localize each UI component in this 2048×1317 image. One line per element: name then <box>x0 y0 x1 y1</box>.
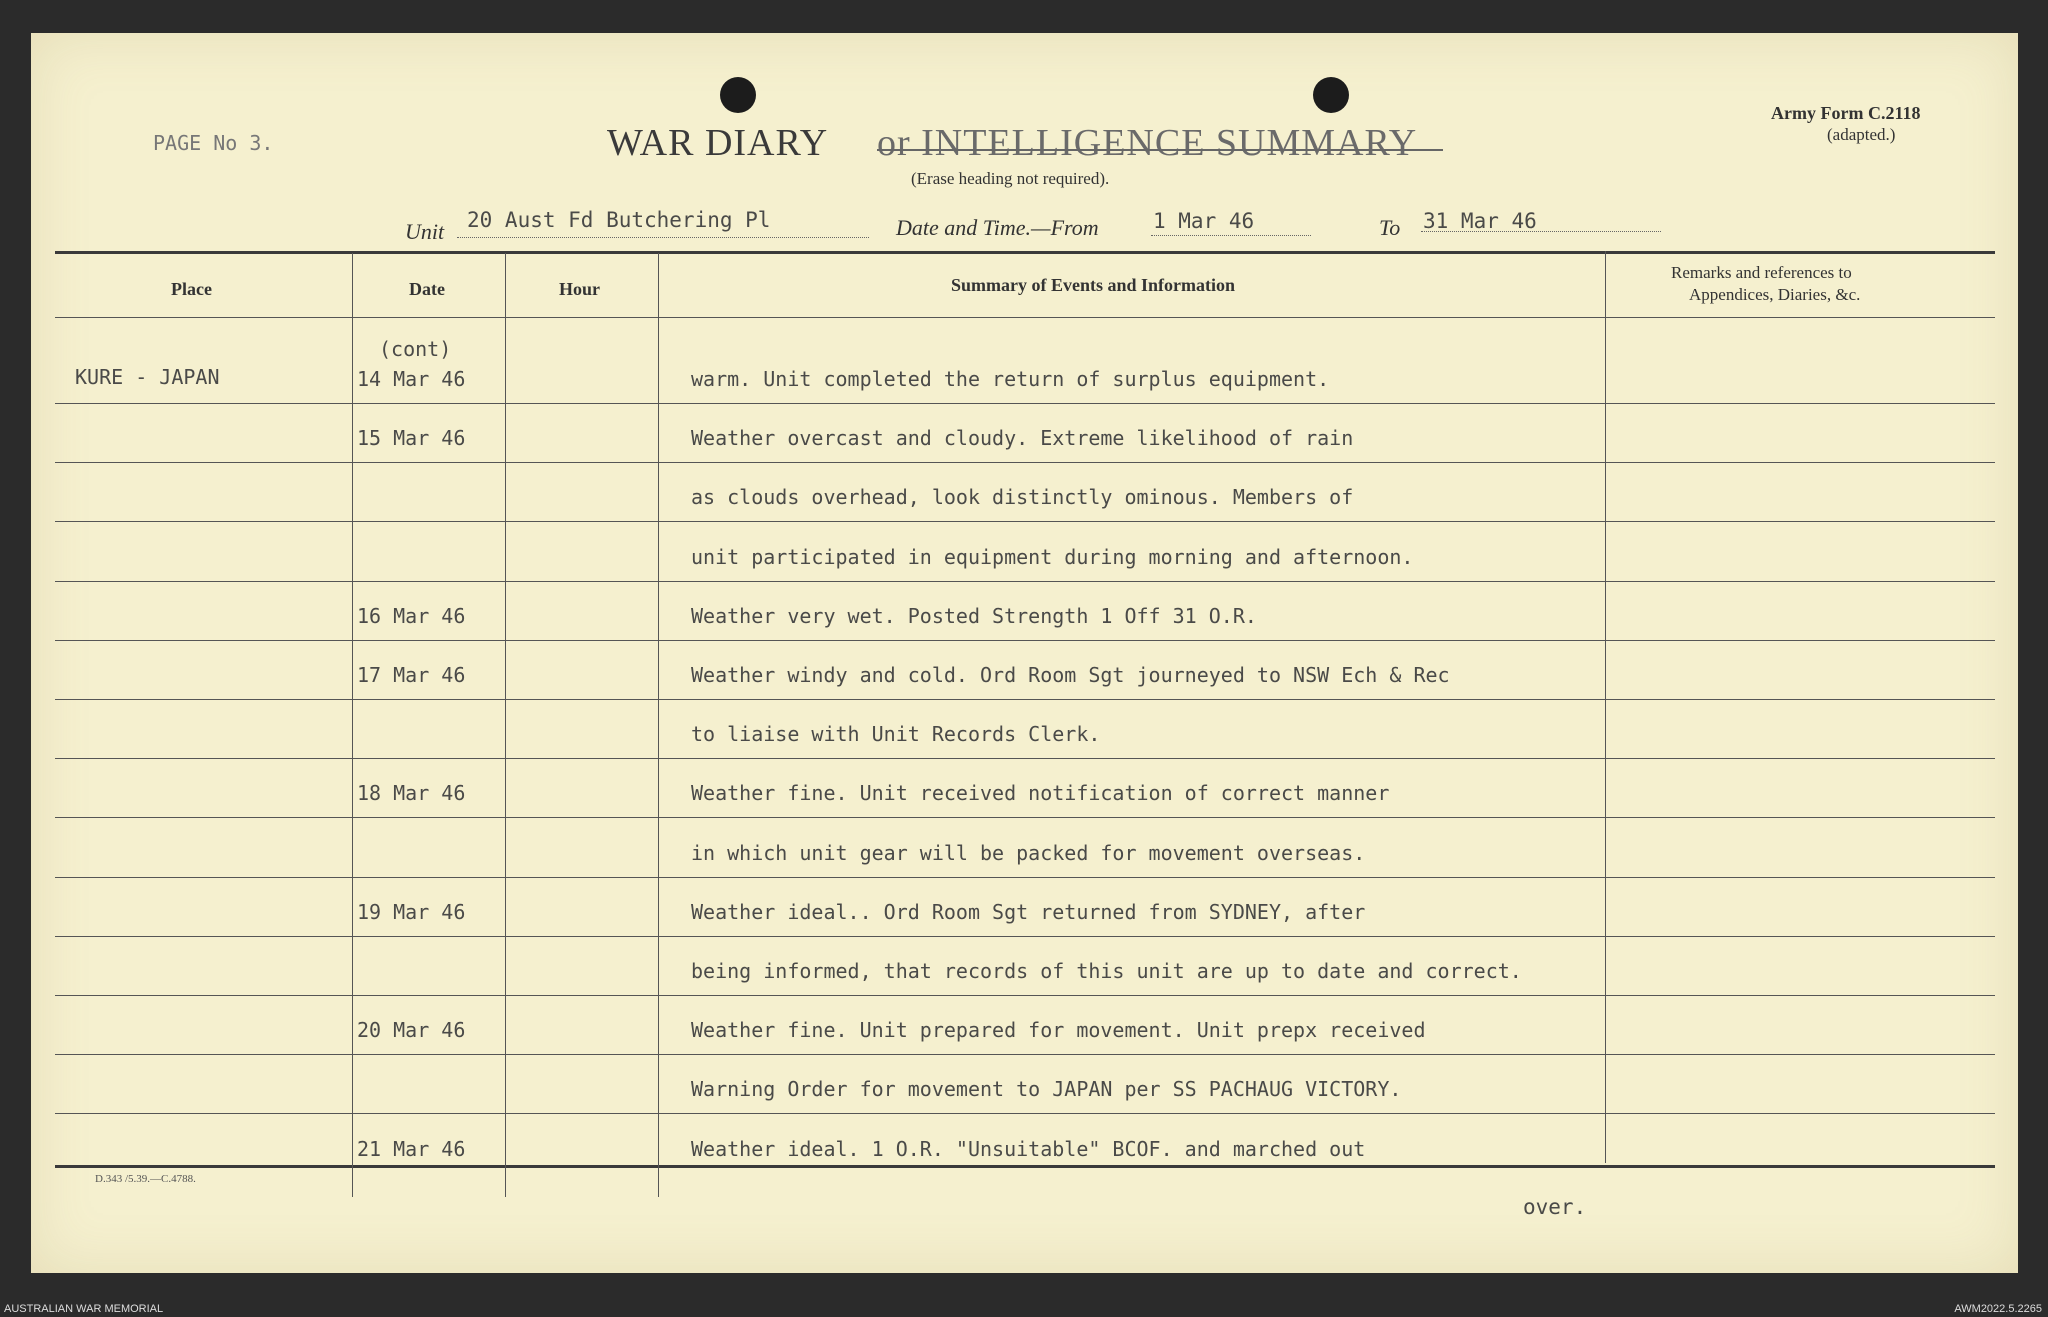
divider-date-hour <box>505 253 506 1197</box>
row-rule <box>55 640 1995 641</box>
unit-value: 20 Aust Fd Butchering Pl <box>467 208 771 232</box>
title-struck: or INTELLIGENCE SUMMARY <box>877 122 1418 164</box>
archive-reference: AWM2022.5.2265 <box>1954 1303 2042 1315</box>
row-place: KURE - JAPAN <box>75 365 220 389</box>
army-form: Army Form C.2118 <box>1771 103 1921 123</box>
col-hour: Hour <box>559 279 601 299</box>
row-rule <box>55 699 1995 700</box>
row-text: Weather windy and cold. Ord Room Sgt journeyed to NSW Ech & Rec <box>691 663 1450 687</box>
row-text: in which unit gear will be packed for movement overseas. <box>691 840 1366 865</box>
row-text: Weather ideal.. Ord Room Sgt returned from SYDNEY, after <box>691 899 1366 924</box>
row-text: Weather ideal. 1 O.R. "Unsuitable" BCOF. and marched out <box>691 1136 1366 1161</box>
col-place: Place <box>171 279 212 299</box>
row-rule <box>55 403 1995 404</box>
print-code: D.343 /5.39.—C.4788. <box>95 1173 196 1185</box>
title-war-diary: WAR DIARY <box>607 122 829 164</box>
row-rule <box>55 936 1995 937</box>
divider-summary-remarks <box>1605 251 1606 1163</box>
unit-dotted-line <box>457 237 869 238</box>
row-text: to liaise with Unit Records Clerk. <box>691 722 1101 747</box>
row-date: 20 Mar 46 <box>357 1018 466 1043</box>
title-strike-line <box>877 149 1443 151</box>
unit-label: Unit <box>405 219 445 244</box>
date-time-label: Date and Time.—From <box>896 215 1099 240</box>
punch-hole-right <box>1313 77 1349 113</box>
to-value: 31 Mar 46 <box>1423 209 1537 233</box>
table-top-rule <box>55 251 1995 254</box>
row-rule <box>55 1054 1995 1055</box>
archive-footer <box>0 1303 2048 1317</box>
row-rule <box>55 758 1995 759</box>
row-date-note: (cont) <box>379 337 452 361</box>
divider-place-date <box>352 253 353 1197</box>
divider-hour-summary <box>658 253 659 1197</box>
row-rule <box>55 462 1995 463</box>
row-date: 18 Mar 46 <box>357 781 466 806</box>
row-date: 19 Mar 46 <box>357 899 466 924</box>
row-date: 14 Mar 46 <box>357 367 466 391</box>
army-form-adapted: (adapted.) <box>1827 125 1896 144</box>
col-remarks-1: Remarks and references to <box>1671 263 1852 282</box>
row-text: Weather overcast and cloudy. Extreme likelihood of rain <box>691 426 1354 451</box>
punch-hole-left <box>720 77 756 113</box>
row-date: 21 Mar 46 <box>357 1136 466 1161</box>
row-date: 16 Mar 46 <box>357 603 466 628</box>
over-note: over. <box>1523 1195 1587 1219</box>
page-number: PAGE No 3. <box>153 131 274 155</box>
row-text: as clouds overhead, look distinctly ominous. Members of <box>691 485 1354 510</box>
row-text: Warning Order for movement to JAPAN per SS PACHAUG VICTORY. <box>691 1077 1402 1102</box>
row-text: warm. Unit completed the return of surplus equipment. <box>691 367 1330 391</box>
row-rule <box>55 877 1995 878</box>
diary-page <box>31 33 2018 1273</box>
from-value: 1 Mar 46 <box>1153 209 1255 233</box>
row-date: 15 Mar 46 <box>357 426 466 451</box>
to-label: To <box>1379 215 1401 240</box>
row-rule <box>55 1113 1995 1114</box>
header-bottom-rule <box>55 317 1995 318</box>
row-rule <box>55 817 1995 818</box>
archive-name: AUSTRALIAN WAR MEMORIAL <box>4 1303 164 1315</box>
to-dotted-line <box>1421 231 1661 232</box>
erase-note: (Erase heading not required). <box>911 169 1110 188</box>
row-rule <box>55 521 1995 522</box>
row-text: Weather fine. Unit received notification of correct manner <box>691 781 1390 806</box>
row-rule <box>55 581 1995 582</box>
row-text: Weather very wet. Posted Strength 1 Off 31 O.R. <box>691 603 1257 628</box>
row-date: 17 Mar 46 <box>357 663 466 687</box>
row-rule <box>55 995 1995 996</box>
col-date: Date <box>409 279 445 299</box>
col-remarks-2: Appendices, Diaries, &c. <box>1689 285 1861 304</box>
row-text: being informed, that records of this unit are up to date and correct. <box>691 959 1522 983</box>
row-text: unit participated in equipment during morning and afternoon. <box>691 544 1414 569</box>
col-summary: Summary of Events and Information <box>951 275 1236 295</box>
from-dotted-line <box>1151 235 1311 236</box>
table-bottom-rule <box>55 1165 1995 1168</box>
row-text: Weather fine. Unit prepared for movement. Unit prepx received <box>691 1018 1426 1043</box>
